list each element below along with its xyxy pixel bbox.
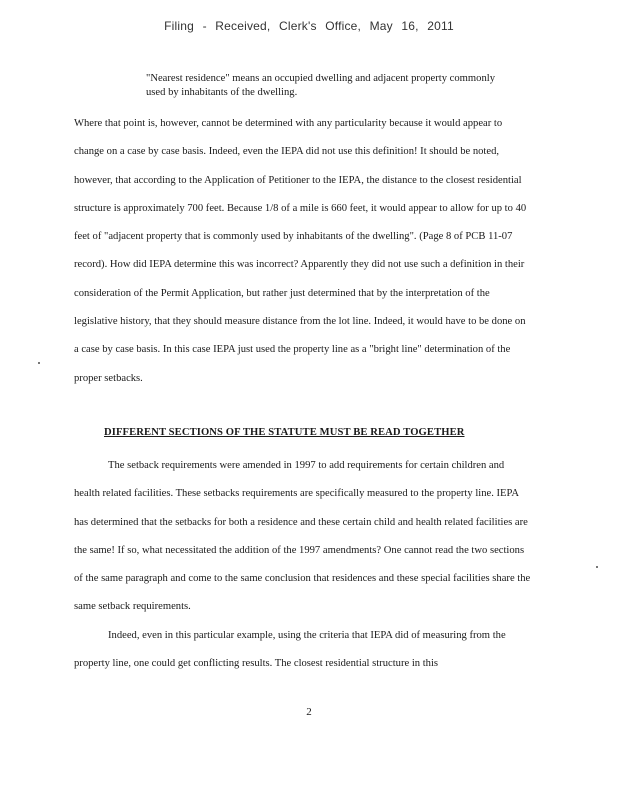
- page-number: 2: [306, 706, 312, 718]
- scan-speck: [596, 566, 598, 568]
- paragraph-1997-amendments: The setback requirements were amended in 1997 to add requirements for certain children and health related facilities. These setbacks requirements are specifically measured to the property line. IEPA has determined that the setbacks for both a residence and these certain child and health related facilities are the same! If so, what necessitated the addition of the 1997 amendments? One cannot read the two sections of the same paragraph and come to the same conclusion that residences and these special facilities share the same setback requirements.: [74, 460, 531, 613]
- filing-stamp: Filing - Received, Clerk's Office, May 16, 2011: [164, 19, 454, 33]
- paragraph-conflicting-results: Indeed, even in this particular example, using the criteria that IEPA did of measuring from the property line, one could get conflicting results. The closest residential structure in this: [74, 630, 506, 670]
- paragraph-setback-definition: Where that point is, however, cannot be determined with any particularity because it would appear to change on a case by case basis. Indeed, even the IEPA did not use this definition! It should be noted, however, that according to the Application of Petitioner to the IEPA, the distance to the closest residential structure is approximately 700 feet. Because 1/8 of a mile is 660 feet, it would appear to allow for up to 40 feet of "adjacent property that is commonly used by inhabitants of the dwelling". (Page 8 of PCB 11-07 record). How did IEPA determine this was incorrect? Apparently they did not use such a definition in their consideration of the Permit Application, but rather just determined that by the interpretation of the legislative history, that they should measure distance from the lot line. Indeed, it would have to be done on a case by case basis. In this case IEPA just used the property line as a "bright line" determination of the proper setbacks.: [74, 118, 527, 384]
- scan-speck: [38, 362, 40, 364]
- section-heading: DIFFERENT SECTIONS OF THE STATUTE MUST BE READ TOGETHER: [104, 427, 465, 438]
- definition-quote: "Nearest residence" means an occupied dwelling and adjacent property commonly used by inhabitants of the dwelling.: [146, 73, 495, 98]
